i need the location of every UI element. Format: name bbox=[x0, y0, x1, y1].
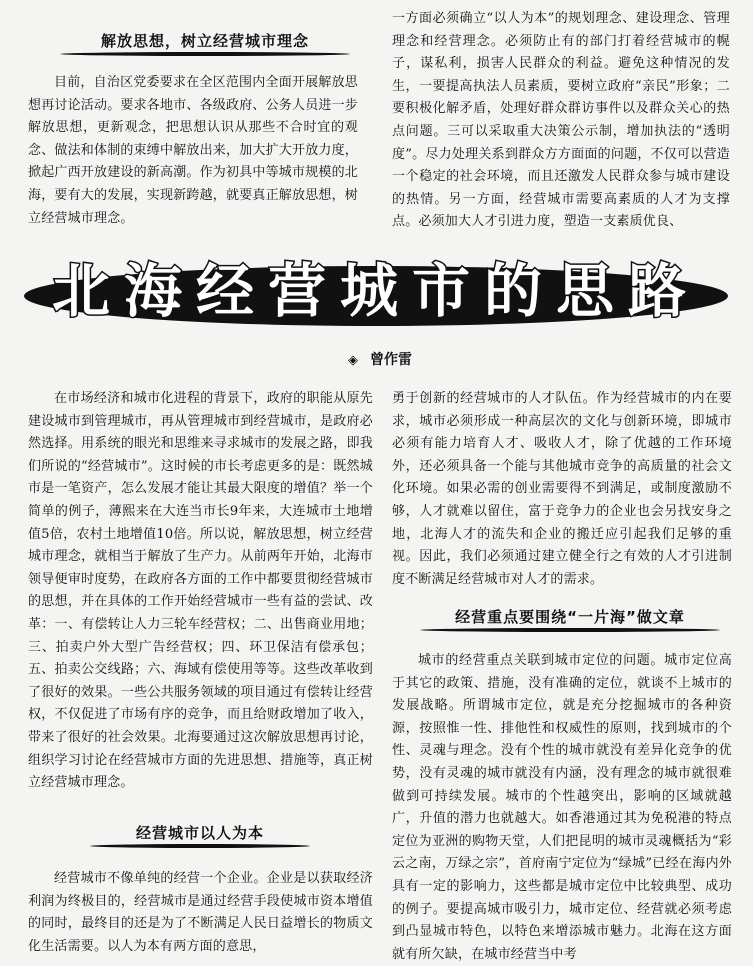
main-right-column-2 bbox=[392, 650, 732, 966]
main-right-column bbox=[392, 388, 732, 591]
section1-column bbox=[28, 72, 358, 230]
heading-text: 经营重点要围绕“一片海”做文章 bbox=[455, 608, 685, 626]
heading-underline bbox=[420, 628, 720, 632]
paragraph: 在市场经济和城市化进程的背景下，政府的职能从原先建设城市到管理城市，再从管理城市到经营城市，是政府必然选择。用系统的眼光和思维来寻求城市的发展之路，即我们所说的“经营城市”。这时候的市长考虑更多的是：既然城市是一笔资产，怎么发展才能让其最大限度的增值？举一个简单的例子，薄熙来在大连当市长9年来，大连城市土地增值5倍，农村土地增值10倍。所以说，解放思想，树立经营城市理念，就相当于解放了生产力。从前两年开始，北海市领导便审时度势，在政府各方面的工作中都要贯彻经营城市的思想，并在具体的工作开始经营城市一些有益的尝试、改革：一、有偿转让人力三轮车经营权；二、出售商业用地；三、拍卖户外大型广告经营权；四、环卫保洁有偿承包；五、拍卖公交线路；六、海域有偿使用等等。这些改革收到了很好的效果。一些公共服务领域的项目通过有偿转让经营权，不仅促进了市场有序的竞争，而且给财政增加了收入，带来了很好的社会效果。北海要通过这次解放思想再讨论，组织学习讨论在经营城市方面的先进思想、措施等，真正树立经营城市理念。 bbox=[28, 391, 373, 791]
paragraph: 目前，自治区党委要求在全区范围内全面开展解放思想再讨论活动。要求各地市、各级政府、公务人员进一步解放思想，更新观念，把思想认识从那些不合时宜的观念、做法和体制的束缚中解放出来，加大扩大开放力度，掀起广西开放建设的新高潮。作为初具中等城市规模的北海，要有大的发展，实现新跨越，就要真正解放思想，树立经营城市理念。 bbox=[28, 75, 359, 226]
title-banner bbox=[20, 240, 732, 338]
author-line bbox=[300, 349, 460, 369]
heading-underline bbox=[60, 52, 350, 56]
top-right-column bbox=[392, 8, 730, 234]
heading-underline bbox=[90, 844, 310, 848]
section-heading-people-oriented bbox=[90, 822, 310, 843]
paragraph: 城市的经营重点关联到城市定位的问题。城市定位高于其它的政策、措施，没有准确的定位，就谈不上城市的发展战略。所谓城市定位，就是充分挖掘城市的各种资源，按照惟一性、排他性和权威性的原则，找到城市的个性、灵魂与理念。没有个性的城市就没有差异化竞争的优势，没有灵魂的城市就没有内涵，没有理念的城市就很难做到可持续发展。城市的个性越突出，影响的区域就越广，升值的潜力也就越大。如香港通过其为免税港的特点定位为亚洲的购物天堂，人们把昆明的城市灵魂概括为“彩云之南，万绿之宗”，首府南宁定位为“绿城”已经在海内外具有一定的影响力，这些都是城市定位中比较典型、成功的例子。要提高城市吸引力，城市定位、经营就必须考虑到凸显城市特色，以特色来增添城市魅力。北海在这方面就有所欠缺，在城市经营当中考 bbox=[392, 653, 732, 962]
paragraph: 经营城市不像单纯的经营一个企业。企业是以获取经济利润为终极目的，经营城市是通过经营手段使城市资本增值的同时，最终目的还是为了不断满足人民日益增长的物质文化生活需要。以人为本有两方面的意思， bbox=[28, 871, 373, 954]
article-title: 北海经营城市的思路 bbox=[51, 257, 700, 325]
main-left-column bbox=[28, 388, 373, 795]
main-left-column-2 bbox=[28, 868, 373, 958]
section-heading-liberate-thinking bbox=[60, 30, 350, 51]
paragraph: 勇于创新的经营城市的人才队伍。作为经营城市的内在要求，城市必须形成一种高层次的文化与创新环境，即城市必须有能力培育人才、吸收人才，除了优越的工作环境外，还必须具备一个能与其他城市竞争的高质量的社会文化环境。如果必需的创业需要得不到满足，或制度激励不够，人才就难以留住，富于竞争力的企业也会另找安身之地，北海人才的流失和企业的搬迁应引起我们足够的重视。因此，我们必须通过建立健全行之有效的人才引进制度不断满足经营城市对人才的需求。 bbox=[392, 391, 732, 587]
heading-text: 解放思想，树立经营城市理念 bbox=[100, 32, 309, 50]
heading-text: 经营城市以人为本 bbox=[135, 824, 264, 842]
paragraph: 一方面必须确立“以人为本”的规划理念、建设理念、管理理念和经营理念。必须防止有的部门打着经营城市的幌子，谋私利，损害人民群众的利益。避免这种情况的发生，一要提高执法人员素质，要树立政府“亲民”形象；二要积极化解矛盾，处理好群众群访事件以及群众关心的热点问题。三可以采取重大决策公示制，增加执法的“透明度”。尽力处理关系到群众方方面面的问题，不仅可以营造一个稳定的社会环境，而且还激发人民群众参与城市建设的热情。另一方面，经营城市需要高素质的人才为支撑点。必须加大人才引进力度，塑造一支素质优良、 bbox=[392, 11, 730, 230]
diamond-icon: ◈ bbox=[348, 353, 358, 368]
author-name: 曾作雷 bbox=[370, 352, 412, 368]
section-heading-sea-focus bbox=[420, 606, 720, 627]
